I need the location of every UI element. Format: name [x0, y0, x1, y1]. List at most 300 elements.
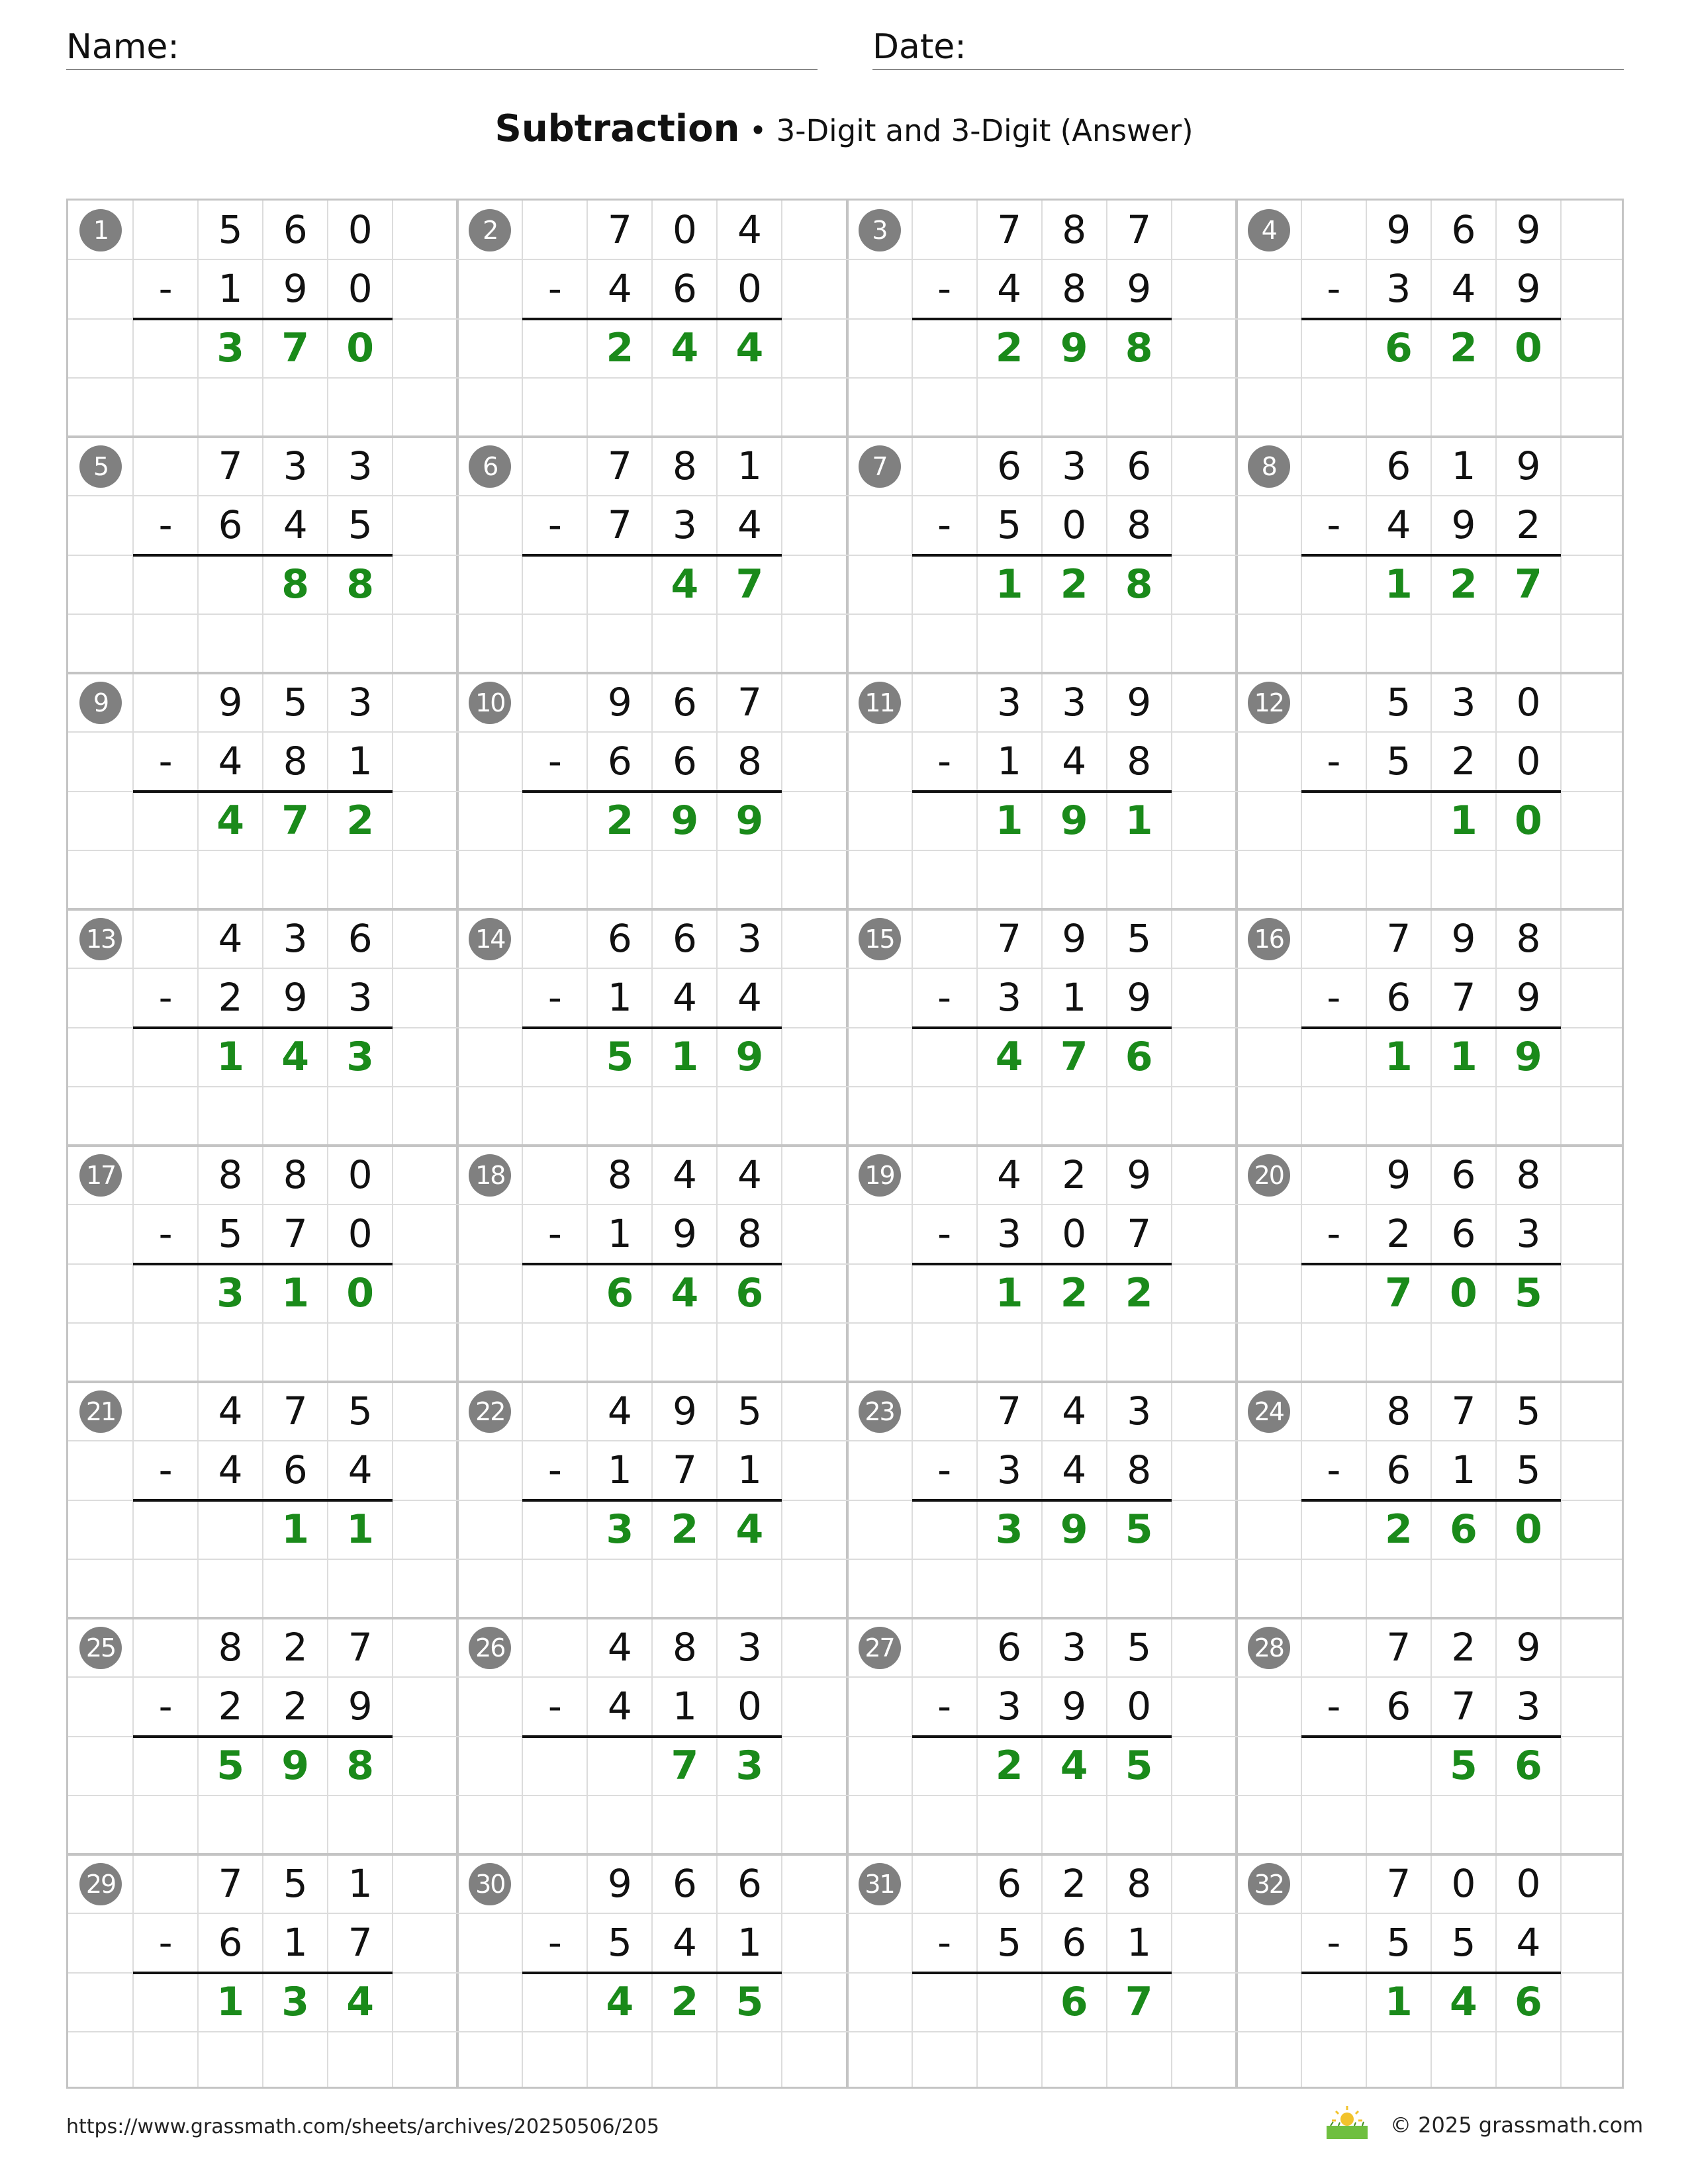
- subtrahend-digit: 4: [607, 1684, 632, 1729]
- problem-number-badge: 27: [859, 1627, 901, 1669]
- answer-digit: 2: [671, 1506, 699, 1553]
- grid-line: [132, 201, 134, 2087]
- subtrahend-digit: 3: [348, 975, 373, 1021]
- subtrahend-digit: 4: [1451, 266, 1476, 312]
- answer-digit: 3: [346, 1033, 375, 1080]
- subtrahend-digit: 6: [672, 266, 697, 312]
- subtrahend-digit: 4: [218, 1447, 243, 1493]
- subtrahend-digit: 6: [1386, 1684, 1411, 1729]
- subtrahend-digit: 4: [283, 502, 308, 548]
- answer-digit: 6: [1384, 324, 1413, 371]
- subtrahend-digit: 7: [1451, 1684, 1476, 1729]
- answer-digit: 9: [1060, 324, 1088, 371]
- problem-number-badge: 12: [1248, 682, 1290, 724]
- answer-digit: 1: [671, 1033, 699, 1080]
- problem-number-badge: 17: [79, 1154, 122, 1197]
- minuend-digit: 6: [672, 680, 697, 725]
- subtrahend-digit: 4: [672, 975, 697, 1021]
- title-subtitle: • 3-Digit and 3-Digit (Answer): [739, 113, 1194, 148]
- minuend-digit: 7: [1386, 916, 1411, 961]
- answer-digit: 6: [606, 1269, 634, 1316]
- minus-sign: -: [547, 975, 562, 1021]
- subtrahend-digit: 9: [1516, 266, 1541, 312]
- subtrahend-digit: 0: [737, 1684, 762, 1729]
- problem-number-badge: 2: [469, 209, 511, 251]
- minuend-digit: 3: [737, 1625, 762, 1670]
- answer-digit: 4: [995, 1033, 1023, 1080]
- subtrahend-digit: 6: [1451, 1211, 1476, 1257]
- answer-digit: 1: [1384, 561, 1413, 608]
- minuend-digit: 7: [1451, 1388, 1476, 1433]
- answer-digit: 7: [1060, 1033, 1088, 1080]
- answer-digit: 7: [1515, 561, 1542, 608]
- minuend-digit: 5: [348, 1388, 373, 1433]
- minus-sign: -: [158, 502, 173, 548]
- minuend-digit: 9: [1516, 443, 1541, 488]
- answer-digit: 5: [1450, 1742, 1477, 1789]
- subtrahend-digit: 1: [607, 975, 632, 1021]
- problem-number-badge: 18: [469, 1154, 511, 1197]
- minus-sign: -: [547, 1920, 562, 1966]
- answer-digit: 2: [1384, 1506, 1413, 1553]
- answer-digit: 6: [1060, 1978, 1088, 2025]
- minus-sign: -: [1327, 1920, 1341, 1966]
- minus-sign: -: [1327, 266, 1341, 312]
- problem-number-badge: 7: [859, 445, 901, 488]
- answer-digit: 2: [1450, 324, 1477, 371]
- minuend-digit: 8: [607, 1152, 632, 1197]
- problem-number-badge: 25: [79, 1627, 122, 1669]
- minuend-digit: 3: [348, 680, 373, 725]
- answer-digit: 9: [1060, 1506, 1088, 1553]
- answer-digit: 1: [1384, 1978, 1413, 2025]
- answer-digit: 5: [1125, 1742, 1153, 1789]
- subtrahend-digit: 1: [348, 739, 373, 784]
- minus-sign: -: [937, 266, 952, 312]
- answer-digit: 7: [281, 797, 310, 844]
- minuend-digit: 8: [218, 1625, 243, 1670]
- answer-digit: 5: [735, 1978, 764, 2025]
- subtrahend-digit: 1: [1127, 1920, 1152, 1966]
- minuend-digit: 7: [283, 1388, 308, 1433]
- subtrahend-digit: 0: [737, 266, 762, 312]
- problem-number-badge: 23: [859, 1390, 901, 1433]
- minus-sign: -: [547, 1684, 562, 1729]
- answer-digit: 2: [346, 797, 375, 844]
- problem-number-badge: 14: [469, 918, 511, 960]
- subtrahend-digit: 3: [1516, 1211, 1541, 1257]
- minuend-digit: 0: [1516, 1861, 1541, 1906]
- answer-digit: 6: [1515, 1742, 1542, 1789]
- subtrahend-digit: 9: [1127, 975, 1152, 1021]
- minus-sign: -: [937, 975, 952, 1021]
- answer-digit: 9: [735, 797, 764, 844]
- subtrahend-digit: 9: [283, 975, 308, 1021]
- problem-number-badge: 6: [469, 445, 511, 488]
- answer-digit: 0: [1515, 324, 1542, 371]
- answer-digit: 2: [1060, 561, 1088, 608]
- minuend-digit: 6: [1386, 443, 1411, 488]
- subtrahend-digit: 8: [1062, 266, 1087, 312]
- minuend-digit: 8: [672, 443, 697, 488]
- answer-digit: 5: [606, 1033, 634, 1080]
- subtrahend-digit: 1: [1451, 1447, 1476, 1493]
- date-field[interactable]: [872, 25, 1624, 70]
- minuend-digit: 8: [672, 1625, 697, 1670]
- answer-digit: 2: [995, 1742, 1023, 1789]
- minus-sign: -: [547, 266, 562, 312]
- subtrahend-digit: 5: [218, 1211, 243, 1257]
- problem-number-badge: 11: [859, 682, 901, 724]
- subtrahend-digit: 1: [1062, 975, 1087, 1021]
- problem-number-badge: 32: [1248, 1863, 1290, 1905]
- minus-sign: -: [1327, 502, 1341, 548]
- problem-number-badge: 28: [1248, 1627, 1290, 1669]
- subtrahend-digit: 2: [1386, 1211, 1411, 1257]
- answer-digit: 9: [1060, 797, 1088, 844]
- grid-line: [846, 201, 849, 2087]
- answer-digit: 6: [1450, 1506, 1477, 1553]
- grid-line: [456, 201, 459, 2087]
- minuend-digit: 8: [1516, 1152, 1541, 1197]
- answer-digit: 4: [1450, 1978, 1477, 2025]
- answer-digit: 9: [281, 1742, 310, 1789]
- subtrahend-digit: 3: [1386, 266, 1411, 312]
- minus-sign: -: [937, 739, 952, 784]
- subtrahend-digit: 6: [672, 739, 697, 784]
- grid-line: [912, 201, 913, 2087]
- answer-digit: 4: [671, 324, 699, 371]
- minuend-digit: 3: [1062, 443, 1087, 488]
- subtrahend-digit: 5: [997, 1920, 1022, 1966]
- minuend-digit: 3: [997, 680, 1022, 725]
- minuend-digit: 3: [1451, 680, 1476, 725]
- date-label: Date:: [872, 27, 966, 67]
- minuend-digit: 9: [1386, 207, 1411, 252]
- grid-line: [1301, 201, 1302, 2087]
- answer-digit: 4: [346, 1978, 375, 2025]
- minuend-digit: 9: [1516, 207, 1541, 252]
- minuend-digit: 7: [218, 1861, 243, 1906]
- problem-number-badge: 9: [79, 682, 122, 724]
- grid-line: [1235, 201, 1238, 2087]
- minus-sign: -: [547, 1447, 562, 1493]
- answer-digit: 1: [995, 561, 1023, 608]
- problem-grid: [66, 199, 1624, 2089]
- answer-digit: 1: [346, 1506, 375, 1553]
- answer-digit: 7: [281, 324, 310, 371]
- minuend-digit: 9: [218, 680, 243, 725]
- subtrahend-digit: 8: [737, 1211, 762, 1257]
- subtrahend-digit: 7: [283, 1211, 308, 1257]
- answer-digit: 2: [995, 324, 1023, 371]
- subtrahend-digit: 1: [283, 1920, 308, 1966]
- answer-digit: 2: [606, 797, 634, 844]
- subtrahend-digit: 3: [997, 1684, 1022, 1729]
- answer-digit: 1: [1384, 1033, 1413, 1080]
- name-label: Name:: [66, 27, 179, 67]
- minuend-digit: 3: [283, 443, 308, 488]
- answer-digit: 5: [1515, 1269, 1542, 1316]
- subtrahend-digit: 4: [1386, 502, 1411, 548]
- answer-digit: 0: [346, 1269, 375, 1316]
- subtrahend-digit: 7: [1127, 1211, 1152, 1257]
- minuend-digit: 0: [672, 207, 697, 252]
- minuend-digit: 3: [1127, 1388, 1152, 1433]
- subtrahend-digit: 6: [1386, 1447, 1411, 1493]
- subtrahend-digit: 1: [672, 1684, 697, 1729]
- minuend-digit: 5: [283, 680, 308, 725]
- subtrahend-digit: 9: [1516, 975, 1541, 1021]
- answer-digit: 3: [735, 1742, 764, 1789]
- minuend-digit: 3: [1062, 1625, 1087, 1670]
- minuend-digit: 4: [607, 1625, 632, 1670]
- minuend-digit: 8: [1127, 1861, 1152, 1906]
- minuend-digit: 3: [1062, 680, 1087, 725]
- minus-sign: -: [158, 1447, 173, 1493]
- subtrahend-digit: 4: [1062, 739, 1087, 784]
- minuend-digit: 5: [1386, 680, 1411, 725]
- subtrahend-digit: 8: [1127, 502, 1152, 548]
- problem-number-badge: 13: [79, 918, 122, 960]
- subtrahend-digit: 8: [1127, 739, 1152, 784]
- minuend-digit: 8: [1386, 1388, 1411, 1433]
- minuend-digit: 1: [737, 443, 762, 488]
- footer-url[interactable]: https://www.grassmath.com/sheets/archives/20250506/205: [66, 2115, 660, 2138]
- subtrahend-digit: 9: [1451, 502, 1476, 548]
- answer-digit: 3: [281, 1978, 310, 2025]
- answer-digit: 0: [1515, 797, 1542, 844]
- worksheet-title: [0, 106, 1688, 161]
- minus-sign: -: [1327, 739, 1341, 784]
- subtrahend-digit: 5: [997, 502, 1022, 548]
- subtrahend-digit: 3: [1516, 1684, 1541, 1729]
- minuend-digit: 7: [997, 1388, 1022, 1433]
- minuend-digit: 5: [1127, 916, 1152, 961]
- minuend-digit: 2: [1062, 1152, 1087, 1197]
- grid-line: [522, 201, 523, 2087]
- answer-digit: 7: [1384, 1269, 1413, 1316]
- answer-digit: 1: [281, 1506, 310, 1553]
- minuend-digit: 6: [1127, 443, 1152, 488]
- minus-sign: -: [158, 1684, 173, 1729]
- minuend-digit: 4: [218, 916, 243, 961]
- subtrahend-digit: 0: [1516, 739, 1541, 784]
- answer-digit: 8: [281, 561, 310, 608]
- subtrahend-digit: 6: [1062, 1920, 1087, 1966]
- subtrahend-digit: 5: [348, 502, 373, 548]
- minus-sign: -: [158, 739, 173, 784]
- minuend-digit: 7: [997, 916, 1022, 961]
- minuend-digit: 0: [348, 1152, 373, 1197]
- subtrahend-digit: 9: [672, 1211, 697, 1257]
- subtrahend-digit: 8: [283, 739, 308, 784]
- minuend-digit: 7: [348, 1625, 373, 1670]
- minuend-digit: 7: [1386, 1861, 1411, 1906]
- minuend-digit: 6: [672, 1861, 697, 1906]
- minuend-digit: 3: [283, 916, 308, 961]
- answer-digit: 4: [671, 561, 699, 608]
- answer-digit: 3: [606, 1506, 634, 1553]
- subtrahend-digit: 4: [1516, 1920, 1541, 1966]
- subtrahend-digit: 8: [737, 739, 762, 784]
- problem-number-badge: 1: [79, 209, 122, 251]
- answer-digit: 9: [735, 1033, 764, 1080]
- problem-number-badge: 8: [1248, 445, 1290, 488]
- minuend-digit: 6: [672, 916, 697, 961]
- answer-digit: 6: [735, 1269, 764, 1316]
- answer-digit: 3: [216, 324, 244, 371]
- minuend-digit: 5: [1127, 1625, 1152, 1670]
- answer-digit: 8: [1125, 561, 1153, 608]
- minuend-digit: 2: [1451, 1625, 1476, 1670]
- answer-digit: 4: [1060, 1742, 1088, 1789]
- problem-number-badge: 22: [469, 1390, 511, 1433]
- problem-number-badge: 10: [469, 682, 511, 724]
- answer-digit: 7: [735, 561, 764, 608]
- problem-number-badge: 15: [859, 918, 901, 960]
- minuend-digit: 6: [997, 1625, 1022, 1670]
- minuend-digit: 4: [1062, 1388, 1087, 1433]
- minuend-digit: 9: [1386, 1152, 1411, 1197]
- minuend-digit: 7: [607, 443, 632, 488]
- minuend-digit: 7: [607, 207, 632, 252]
- answer-digit: 2: [671, 1978, 699, 2025]
- minuend-digit: 6: [283, 207, 308, 252]
- subtrahend-digit: 2: [218, 1684, 243, 1729]
- subtrahend-digit: 5: [1386, 1920, 1411, 1966]
- answer-digit: 7: [1125, 1978, 1153, 2025]
- subtrahend-digit: 8: [1127, 1447, 1152, 1493]
- minuend-digit: 4: [672, 1152, 697, 1197]
- minus-sign: -: [547, 739, 562, 784]
- answer-digit: 3: [995, 1506, 1023, 1553]
- minuend-digit: 9: [1127, 1152, 1152, 1197]
- answer-digit: 6: [1125, 1033, 1153, 1080]
- subtrahend-digit: 0: [1127, 1684, 1152, 1729]
- footer-copyright: © 2025 grassmath.com: [1390, 2113, 1644, 2138]
- minuend-digit: 9: [607, 680, 632, 725]
- subtrahend-digit: 2: [1451, 739, 1476, 784]
- subtrahend-digit: 6: [218, 502, 243, 548]
- minuend-digit: 6: [1451, 1152, 1476, 1197]
- answer-digit: 1: [1450, 797, 1477, 844]
- subtrahend-digit: 4: [1062, 1447, 1087, 1493]
- subtrahend-digit: 7: [672, 1447, 697, 1493]
- name-field[interactable]: [66, 25, 818, 70]
- minuend-digit: 9: [1516, 1625, 1541, 1670]
- minuend-digit: 8: [218, 1152, 243, 1197]
- minuend-digit: 4: [607, 1388, 632, 1433]
- answer-digit: 4: [735, 1506, 764, 1553]
- minuend-digit: 8: [1062, 207, 1087, 252]
- answer-digit: 0: [346, 324, 375, 371]
- minus-sign: -: [937, 1920, 952, 1966]
- problem-number-badge: 20: [1248, 1154, 1290, 1197]
- subtrahend-digit: 3: [997, 1447, 1022, 1493]
- subtrahend-digit: 3: [672, 502, 697, 548]
- minuend-digit: 1: [348, 1861, 373, 1906]
- answer-digit: 2: [1060, 1269, 1088, 1316]
- subtrahend-digit: 4: [737, 975, 762, 1021]
- minus-sign: -: [547, 1211, 562, 1257]
- subtrahend-digit: 6: [607, 739, 632, 784]
- subtrahend-digit: 7: [607, 502, 632, 548]
- problem-number-badge: 26: [469, 1627, 511, 1669]
- subtrahend-digit: 2: [218, 975, 243, 1021]
- subtrahend-digit: 0: [348, 266, 373, 312]
- minuend-digit: 9: [607, 1861, 632, 1906]
- subtrahend-digit: 7: [1451, 975, 1476, 1021]
- subtrahend-digit: 3: [997, 975, 1022, 1021]
- subtrahend-digit: 1: [997, 739, 1022, 784]
- minuend-digit: 6: [737, 1861, 762, 1906]
- subtrahend-digit: 1: [737, 1447, 762, 1493]
- minuend-digit: 1: [1451, 443, 1476, 488]
- minus-sign: -: [1327, 975, 1341, 1021]
- subtrahend-digit: 5: [1516, 1447, 1541, 1493]
- minuend-digit: 7: [1386, 1625, 1411, 1670]
- subtrahend-digit: 3: [997, 1211, 1022, 1257]
- subtrahend-digit: 2: [1516, 502, 1541, 548]
- answer-digit: 2: [606, 324, 634, 371]
- subtrahend-digit: 0: [348, 1211, 373, 1257]
- minuend-digit: 7: [997, 207, 1022, 252]
- title-main: Subtraction: [494, 107, 740, 150]
- answer-digit: 4: [735, 324, 764, 371]
- subtrahend-digit: 9: [348, 1684, 373, 1729]
- problem-number-badge: 24: [1248, 1390, 1290, 1433]
- minuend-digit: 9: [1451, 916, 1476, 961]
- minus-sign: -: [158, 975, 173, 1021]
- minus-sign: -: [937, 502, 952, 548]
- minuend-digit: 9: [1062, 916, 1087, 961]
- answer-digit: 1: [281, 1269, 310, 1316]
- minuend-digit: 0: [1516, 680, 1541, 725]
- answer-digit: 4: [606, 1978, 634, 2025]
- minuend-digit: 4: [737, 1152, 762, 1197]
- subtrahend-digit: 1: [607, 1211, 632, 1257]
- minus-sign: -: [1327, 1447, 1341, 1493]
- answer-digit: 6: [1515, 1978, 1542, 2025]
- subtrahend-digit: 5: [1451, 1920, 1476, 1966]
- minuend-digit: 0: [348, 207, 373, 252]
- subtrahend-digit: 4: [672, 1920, 697, 1966]
- minus-sign: -: [937, 1684, 952, 1729]
- minus-sign: -: [1327, 1211, 1341, 1257]
- subtrahend-digit: 1: [607, 1447, 632, 1493]
- subtrahend-digit: 1: [737, 1920, 762, 1966]
- answer-digit: 2: [1450, 561, 1477, 608]
- minuend-digit: 8: [283, 1152, 308, 1197]
- subtrahend-digit: 4: [348, 1447, 373, 1493]
- minuend-digit: 4: [737, 207, 762, 252]
- answer-digit: 4: [671, 1269, 699, 1316]
- problem-number-badge: 30: [469, 1863, 511, 1905]
- answer-digit: 5: [216, 1742, 244, 1789]
- minuend-digit: 5: [737, 1388, 762, 1433]
- subtrahend-digit: 9: [1062, 1684, 1087, 1729]
- subtrahend-digit: 5: [607, 1920, 632, 1966]
- minuend-digit: 3: [737, 916, 762, 961]
- answer-digit: 4: [216, 797, 244, 844]
- subtrahend-digit: 4: [218, 739, 243, 784]
- minuend-digit: 3: [348, 443, 373, 488]
- subtrahend-digit: 5: [1386, 739, 1411, 784]
- subtrahend-digit: 6: [1386, 975, 1411, 1021]
- minuend-digit: 4: [997, 1152, 1022, 1197]
- minuend-digit: 7: [737, 680, 762, 725]
